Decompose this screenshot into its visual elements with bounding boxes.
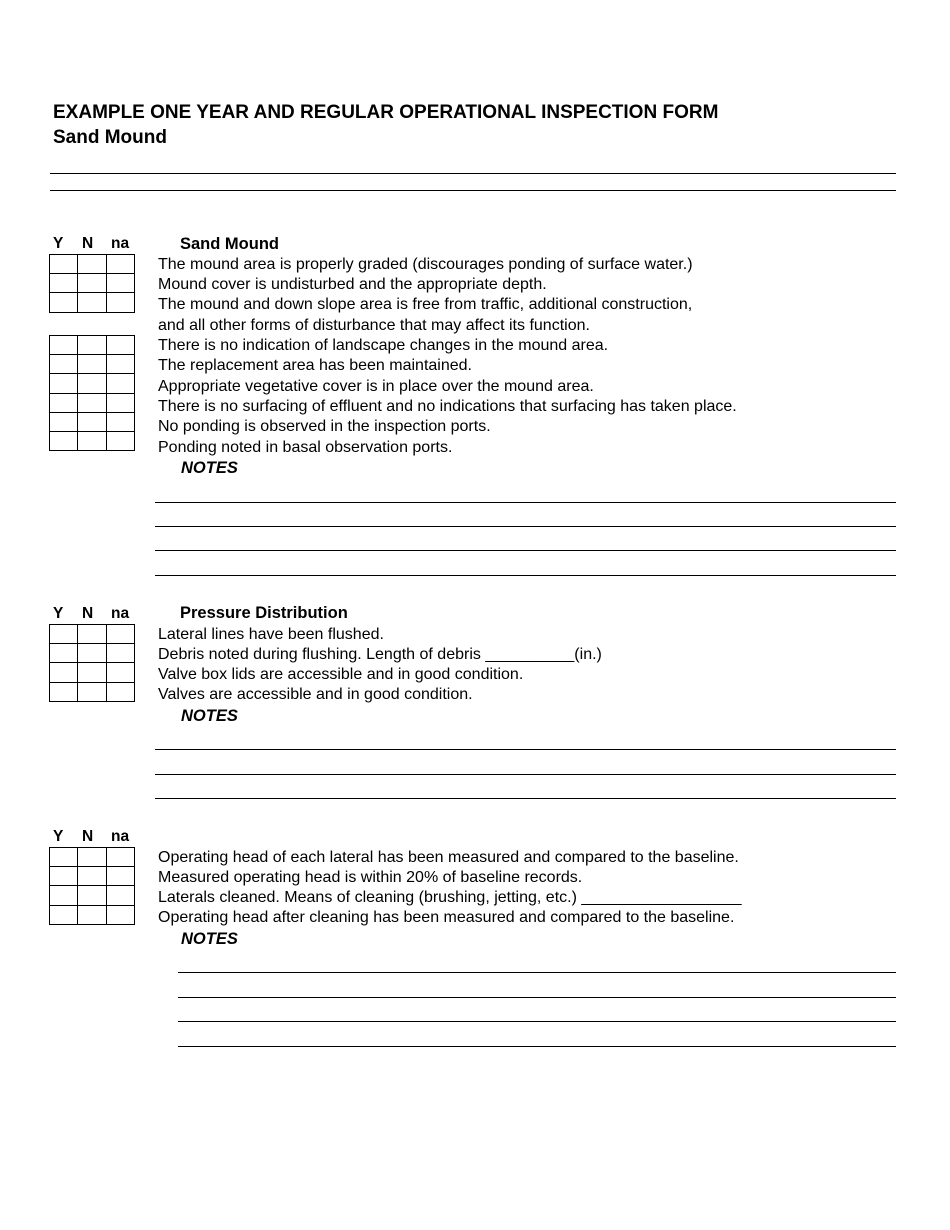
inspection-item: There is no indication of landscape changes in the mound area. <box>158 337 609 354</box>
notes-line[interactable] <box>178 997 896 998</box>
checkbox-n[interactable] <box>78 905 107 924</box>
checkbox-row <box>50 886 135 905</box>
checkbox-na[interactable] <box>107 336 135 355</box>
checkbox-y[interactable] <box>50 374 78 393</box>
checkbox-y[interactable] <box>50 848 78 867</box>
checkbox-na[interactable] <box>107 867 135 886</box>
checkbox-grid-sand-mound-b <box>49 335 135 451</box>
checkbox-row <box>50 625 135 644</box>
checkbox-y[interactable] <box>50 905 78 924</box>
inspection-item: Operating head after cleaning has been measured and compared to the baseline. <box>158 909 735 926</box>
checkbox-row <box>50 682 135 701</box>
inspection-item: Measured operating head is within 20% of baseline records. <box>158 869 583 886</box>
checkbox-n[interactable] <box>78 355 107 374</box>
checkbox-row <box>50 848 135 867</box>
inspection-item: Valve box lids are accessible and in good condition. <box>158 666 524 683</box>
inspection-item: and all other forms of disturbance that may affect its function. <box>158 317 590 334</box>
checkbox-n[interactable] <box>78 255 107 274</box>
column-header-n: N <box>82 235 94 252</box>
checkbox-n[interactable] <box>78 336 107 355</box>
checkbox-y[interactable] <box>50 393 78 412</box>
checkbox-y[interactable] <box>50 663 78 682</box>
checkbox-na[interactable] <box>107 431 135 450</box>
inspection-item: Appropriate vegetative cover is in place over the mound area. <box>158 378 594 395</box>
column-header-na: na <box>111 235 130 252</box>
checkbox-grid-operating-head <box>49 847 135 925</box>
notes-line[interactable] <box>178 1021 896 1022</box>
checkbox-na[interactable] <box>107 905 135 924</box>
checkbox-na[interactable] <box>107 274 135 293</box>
checkbox-na[interactable] <box>107 393 135 412</box>
checkbox-n[interactable] <box>78 431 107 450</box>
checkbox-row <box>50 393 135 412</box>
checkbox-row <box>50 374 135 393</box>
checkbox-n[interactable] <box>78 293 107 312</box>
notes-line[interactable] <box>155 774 896 775</box>
notes-label: NOTES <box>181 930 238 948</box>
checkbox-n[interactable] <box>78 412 107 431</box>
checkbox-na[interactable] <box>107 293 135 312</box>
checkbox-n[interactable] <box>78 274 107 293</box>
checkbox-y[interactable] <box>50 644 78 663</box>
column-header-na: na <box>111 605 130 622</box>
notes-line[interactable] <box>155 575 896 576</box>
inspection-item: The mound area is properly graded (discourages ponding of surface water.) <box>158 256 693 273</box>
checkbox-y[interactable] <box>50 431 78 450</box>
checkbox-row <box>50 905 135 924</box>
checkbox-row <box>50 336 135 355</box>
inspection-item: Debris noted during flushing. Length of debris __________(in.) <box>158 646 602 663</box>
checkbox-y[interactable] <box>50 355 78 374</box>
notes-line[interactable] <box>155 550 896 551</box>
notes-label: NOTES <box>181 459 238 477</box>
checkbox-y[interactable] <box>50 293 78 312</box>
checkbox-na[interactable] <box>107 355 135 374</box>
checkbox-na[interactable] <box>107 663 135 682</box>
checkbox-na[interactable] <box>107 644 135 663</box>
section-heading-pressure-distribution: Pressure Distribution <box>180 604 348 622</box>
inspection-item: Laterals cleaned. Means of cleaning (brushing, jetting, etc.) __________________ <box>158 889 742 906</box>
checkbox-n[interactable] <box>78 393 107 412</box>
checkbox-y[interactable] <box>50 867 78 886</box>
form-subtitle: Sand Mound <box>53 127 167 148</box>
checkbox-row <box>50 293 135 312</box>
checkbox-na[interactable] <box>107 682 135 701</box>
checkbox-y[interactable] <box>50 886 78 905</box>
column-header-y: Y <box>53 828 64 845</box>
notes-line[interactable] <box>155 526 896 527</box>
checkbox-y[interactable] <box>50 625 78 644</box>
column-header-n: N <box>82 828 94 845</box>
checkbox-row <box>50 663 135 682</box>
checkbox-n[interactable] <box>78 682 107 701</box>
checkbox-y[interactable] <box>50 336 78 355</box>
inspection-item: Operating head of each lateral has been measured and compared to the baseline. <box>158 849 739 866</box>
inspection-item: The mound and down slope area is free from traffic, additional construction, <box>158 296 693 313</box>
checkbox-grid-pressure-distribution <box>49 624 135 702</box>
checkbox-y[interactable] <box>50 255 78 274</box>
checkbox-na[interactable] <box>107 255 135 274</box>
header-rule <box>50 173 896 174</box>
checkbox-row <box>50 355 135 374</box>
notes-line[interactable] <box>155 502 896 503</box>
inspection-item: No ponding is observed in the inspection ports. <box>158 418 491 435</box>
notes-line[interactable] <box>178 972 896 973</box>
checkbox-n[interactable] <box>78 374 107 393</box>
notes-line[interactable] <box>178 1046 896 1047</box>
checkbox-row <box>50 644 135 663</box>
checkbox-na[interactable] <box>107 374 135 393</box>
checkbox-n[interactable] <box>78 886 107 905</box>
notes-line[interactable] <box>155 749 896 750</box>
checkbox-na[interactable] <box>107 886 135 905</box>
checkbox-grid-sand-mound-a <box>49 254 135 313</box>
checkbox-n[interactable] <box>78 625 107 644</box>
inspection-item: The replacement area has been maintained. <box>158 357 472 374</box>
checkbox-row <box>50 255 135 274</box>
checkbox-row <box>50 867 135 886</box>
inspection-item: Valves are accessible and in good condition. <box>158 686 473 703</box>
checkbox-na[interactable] <box>107 848 135 867</box>
checkbox-n[interactable] <box>78 867 107 886</box>
inspection-item: Lateral lines have been flushed. <box>158 626 384 643</box>
checkbox-y[interactable] <box>50 682 78 701</box>
column-header-n: N <box>82 605 94 622</box>
checkbox-na[interactable] <box>107 412 135 431</box>
header-rule <box>50 190 896 191</box>
checkbox-n[interactable] <box>78 848 107 867</box>
checkbox-n[interactable] <box>78 644 107 663</box>
checkbox-row <box>50 431 135 450</box>
checkbox-y[interactable] <box>50 274 78 293</box>
notes-line[interactable] <box>155 798 896 799</box>
checkbox-row <box>50 274 135 293</box>
column-header-na: na <box>111 828 130 845</box>
checkbox-y[interactable] <box>50 412 78 431</box>
checkbox-n[interactable] <box>78 663 107 682</box>
inspection-item: Ponding noted in basal observation ports. <box>158 439 453 456</box>
column-header-y: Y <box>53 605 64 622</box>
form-title: EXAMPLE ONE YEAR AND REGULAR OPERATIONAL INSPECTION FORM <box>53 102 719 123</box>
column-header-y: Y <box>53 235 64 252</box>
inspection-item: There is no surfacing of effluent and no indications that surfacing has taken place. <box>158 398 737 415</box>
notes-label: NOTES <box>181 707 238 725</box>
section-heading-sand-mound: Sand Mound <box>180 235 279 253</box>
inspection-item: Mound cover is undisturbed and the appropriate depth. <box>158 276 547 293</box>
checkbox-row <box>50 412 135 431</box>
checkbox-na[interactable] <box>107 625 135 644</box>
